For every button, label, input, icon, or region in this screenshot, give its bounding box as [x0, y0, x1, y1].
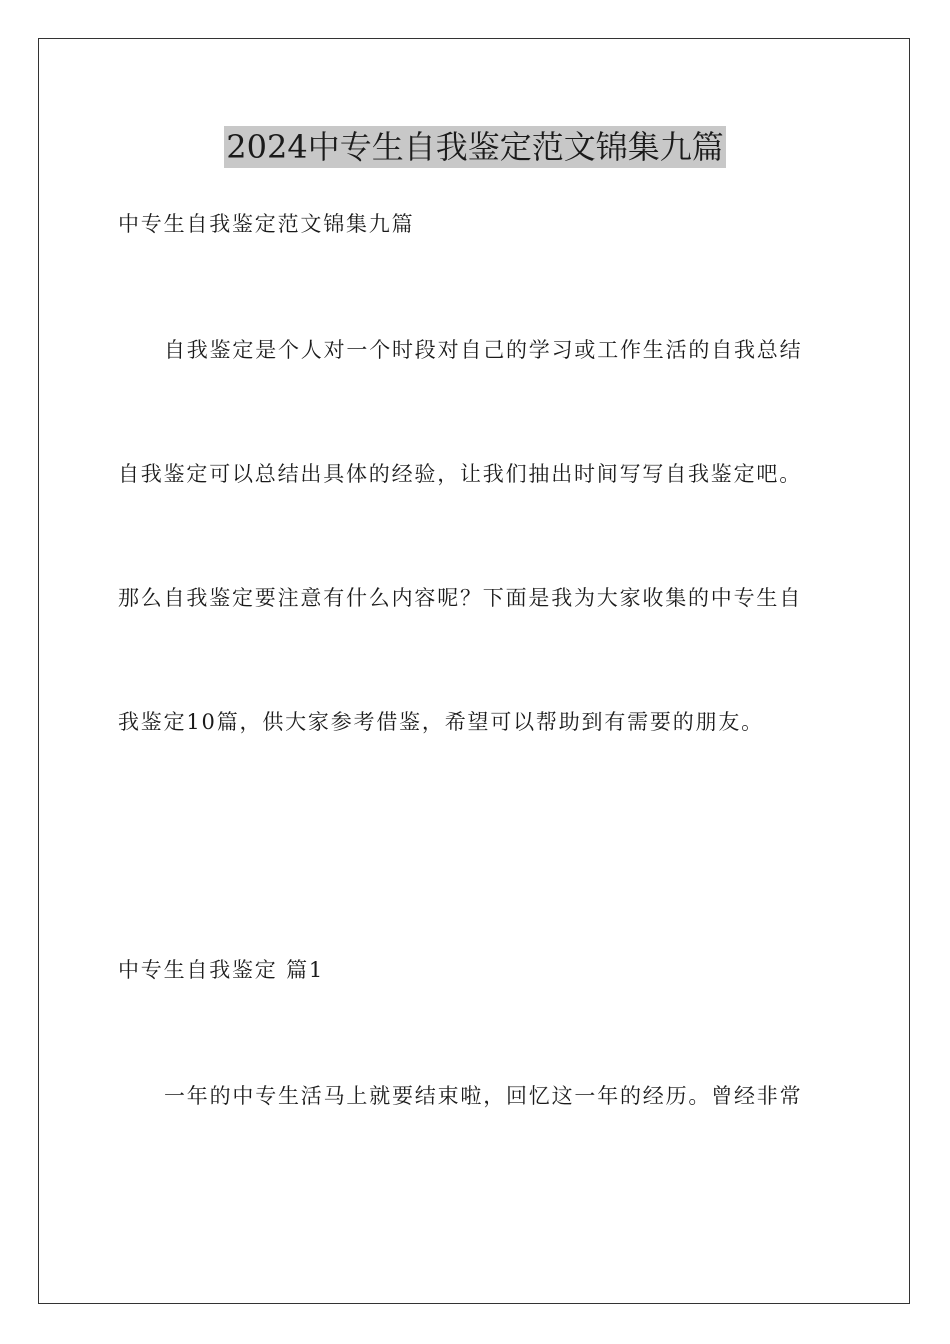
section-heading: 中专生自我鉴定 篇1: [118, 958, 325, 982]
intro-line-4: 我鉴定10篇，供大家参考借鉴，希望可以帮助到有需要的朋友。: [118, 710, 764, 734]
document-title: 2024中专生自我鉴定范文锦集九篇: [226, 128, 724, 166]
intro-line-2: 自我鉴定可以总结出具体的经验，让我们抽出时间写写自我鉴定吧。: [118, 462, 802, 486]
intro-line-1: 自我鉴定是个人对一个时段对自己的学习或工作生活的自我总结: [164, 338, 803, 362]
document-subtitle: 中专生自我鉴定范文锦集九篇: [118, 212, 415, 236]
section-line-1: 一年的中专生活马上就要结束啦，回忆这一年的经历。曾经非常: [164, 1084, 803, 1108]
intro-line-3: 那么自我鉴定要注意有什么内容呢？下面是我为大家收集的中专生自: [118, 586, 802, 610]
title-container: [0, 126, 950, 168]
